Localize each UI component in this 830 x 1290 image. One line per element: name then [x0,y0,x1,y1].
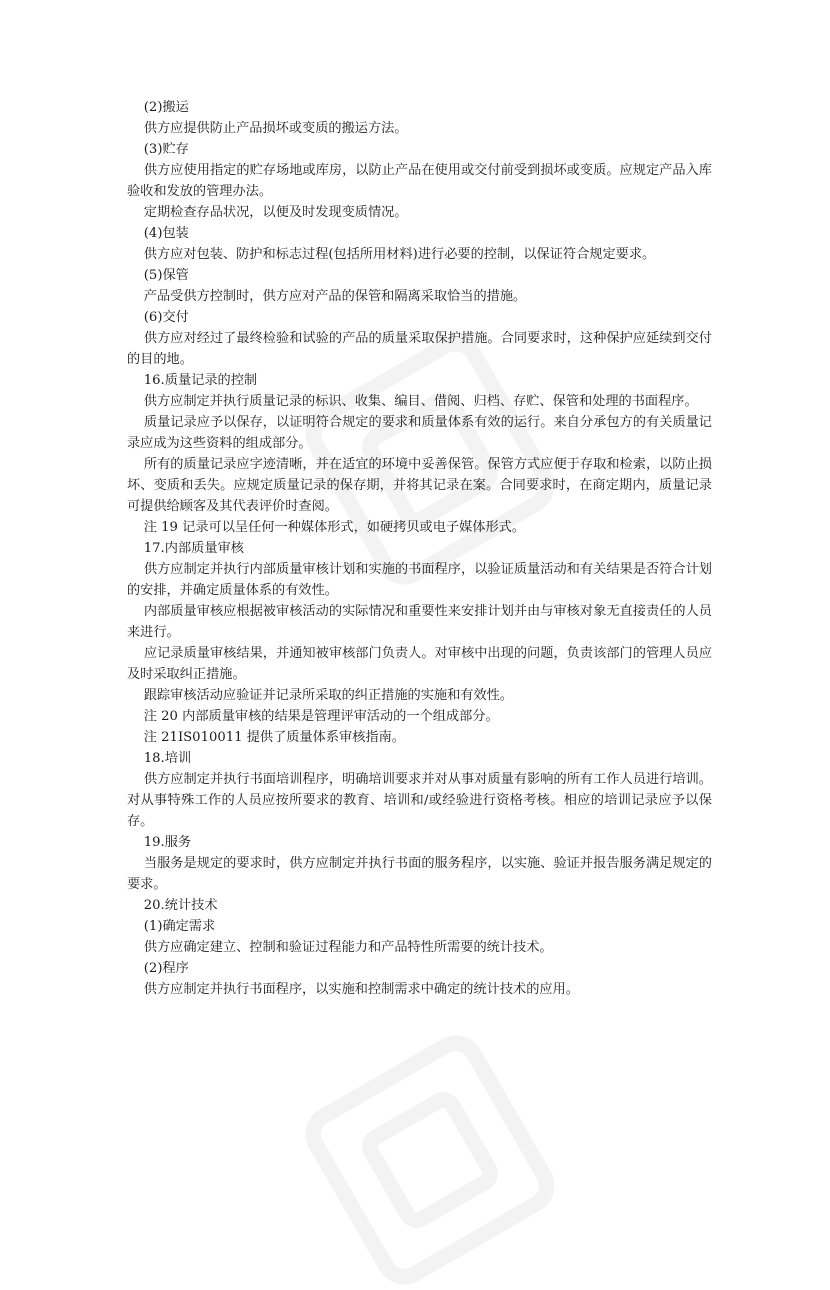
watermark-icon [300,1030,560,1290]
section-heading-training: 18.培训 [127,751,192,766]
subheading-delivery: (6)交付 [127,310,189,325]
subheading-packaging: (4)包装 [127,226,189,241]
section-heading-internal-audit: 17.内部质量审核 [127,541,244,556]
section-heading-statistical-techniques: 20.统计技术 [127,898,218,913]
subheading-identification-of-need: (1)确定需求 [127,919,216,934]
paragraph: 内部质量审核应根据被审核活动的实际情况和重要性来安排计划并由与审核对象无直接责任的人员来进行。 [127,604,712,640]
section-heading-servicing: 19.服务 [127,835,192,850]
note: 注 19 记录可以呈任何一种媒体形式，如硬拷贝或电子媒体形式。 [127,520,526,535]
subheading-handling: (2)搬运 [127,100,189,115]
paragraph: 供方应确定建立、控制和验证过程能力和产品特性所需要的统计技术。 [127,940,553,955]
section-heading-quality-records: 16.质量记录的控制 [127,373,258,388]
paragraph: 供方应制定并执行内部质量审核计划和实施的书面程序，以验证质量活动和有关结果是否符合计划的安排，并确定质量体系的有效性。 [127,562,712,598]
subheading-procedures: (2)程序 [127,961,189,976]
paragraph: 质量记录应予以保存，以证明符合规定的要求和质量体系有效的运行。来自分承包方的有关质量记录应成为这些资料的组成部分。 [127,415,712,451]
paragraph: 供方应使用指定的贮存场地或库房，以防止产品在使用或交付前受到损坏或变质。应规定产品入库验收和发放的管理办法。 [127,163,712,199]
paragraph: 供方应提供防止产品损坏或变质的搬运方法。 [127,121,408,136]
paragraph: 供方应制定并执行质量记录的标识、收集、编目、借阅、归档、存贮、保管和处理的书面程序。 [127,394,698,409]
paragraph: 供方应对经过了最终检验和试验的产品的质量采取保护措施。合同要求时，这种保护应延续到交付的目的地。 [127,331,712,367]
paragraph: 所有的质量记录应字迹清晰，并在适宜的环境中妥善保管。保管方式应便于存取和检索，以防止损坏、变质和丢失。应规定质量记录的保存期，并将其记录在案。合同要求时，在商定期内，质量记录可提供给顾客及其代表评价时查阅。 [127,457,712,514]
paragraph: 供方应制定并执行书面程序，以实施和控制需求中确定的统计技术的应用。 [127,982,579,997]
note: 注 21IS010011 提供了质量体系审核指南。 [127,730,405,745]
paragraph: 跟踪审核活动应验证并记录所采取的纠正措施的实施和有效性。 [127,688,514,703]
subheading-preservation: (5)保管 [127,268,189,283]
paragraph: 供方应制定并执行书面培训程序，明确培训要求并对从事对质量有影响的所有工作人员进行培训。对从事特殊工作的人员应按所要求的教育、培训和/或经验进行资格考核。相应的培训记录应予以保存。 [127,772,712,829]
paragraph: 供方应对包装、防护和标志过程(包括所用材料)进行必要的控制，以保证符合规定要求。 [127,247,656,262]
paragraph: 应记录质量审核结果，并通知被审核部门负责人。对审核中出现的问题，负责该部门的管理人员应及时采取纠正措施。 [127,646,712,682]
note: 注 20 内部质量审核的结果是管理评审活动的一个组成部分。 [127,709,499,724]
document-body [127,97,712,1000]
paragraph: 定期检查存品状况，以便及时发现变质情况。 [127,205,408,220]
subheading-storage: (3)贮存 [127,142,189,157]
paragraph: 产品受供方控制时，供方应对产品的保管和隔离采取恰当的措施。 [127,289,527,304]
paragraph: 当服务是规定的要求时，供方应制定并执行书面的服务程序，以实施、验证并报告服务满足规定的要求。 [127,856,712,892]
